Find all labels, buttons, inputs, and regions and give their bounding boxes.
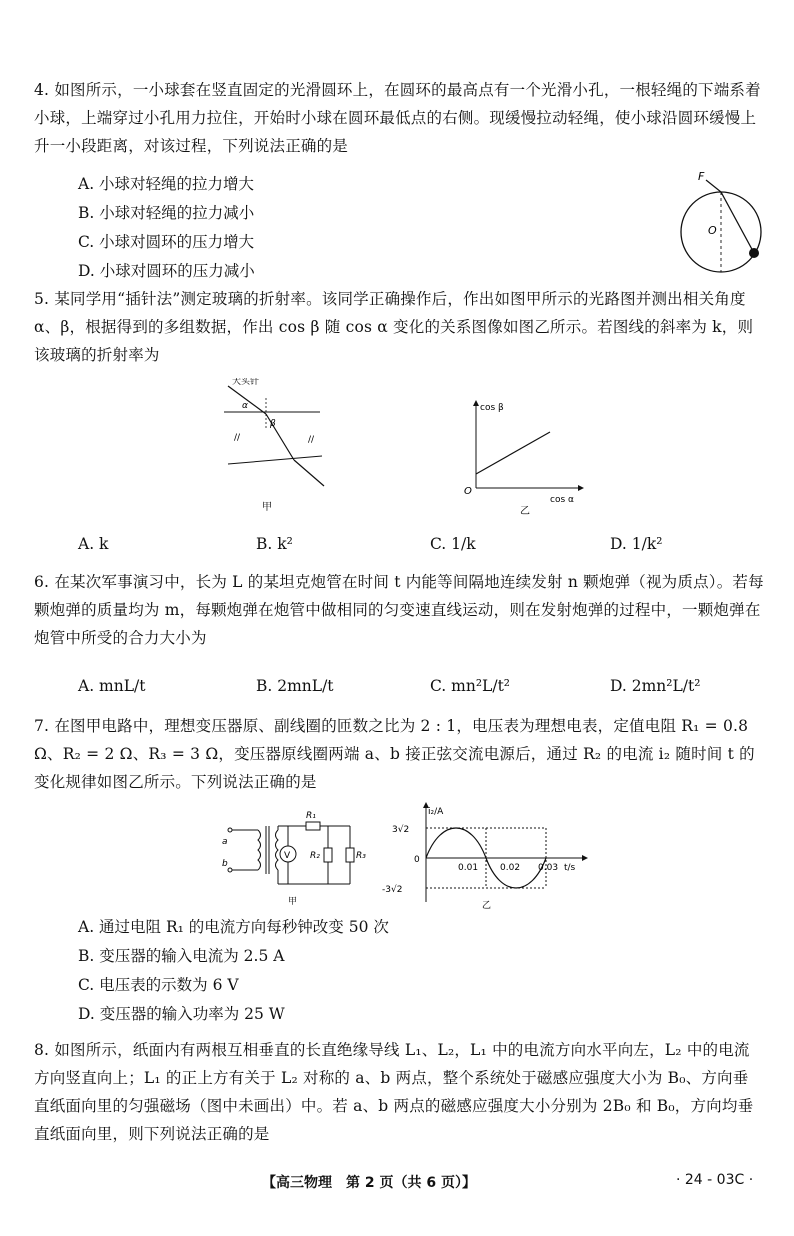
question-5-stem: 5. 某同学用“插针法”测定玻璃的折射率。该同学正确操作后，作出如图甲所示的光路图并测出相关角度 α、β，根据得到的多组数据，作出 cos β 随 cos α 变化的关系图像如图乙所示。若图线的斜率为 k，则该玻璃的折射率为: [34, 290, 754, 364]
q7-fig-tunit: t/s: [564, 863, 576, 873]
q5-option-c: C. 1/k: [430, 535, 476, 553]
q5-fig-origin: O: [464, 486, 472, 497]
q4-option-d: D. 小球对圆环的压力减小: [78, 262, 255, 280]
svg-text://: //: [308, 435, 315, 445]
q7-option-a: A. 通过电阻 R₁ 的电流方向每秒钟改变 50 次: [78, 918, 389, 936]
q6-option-b: B. 2mnL/t: [256, 677, 334, 695]
q6-option-d: D. 2mn²L/t²: [610, 677, 701, 695]
q7-fig-jia-caption: 甲: [288, 897, 298, 907]
q5-fig-yi-caption: 乙: [520, 506, 530, 517]
q7-circuit-figure: [222, 808, 372, 908]
q7-fig-R3: R₃: [356, 851, 366, 861]
q5-figure-yi: [458, 398, 588, 518]
q5-fig-beta: β: [270, 419, 276, 429]
q6-option-c: C. mn²L/t²: [430, 677, 511, 695]
q4-fig-O: O: [708, 224, 717, 237]
q7-fig-R1: R₁: [306, 811, 316, 821]
q4-option-b: B. 小球对轻绳的拉力减小: [78, 204, 255, 222]
q5-figure-jia: [218, 378, 328, 518]
q7-fig-b: b: [222, 859, 228, 869]
question-4-stem: 4. 如图所示，一小球套在竖直固定的光滑圆环上，在圆环的最高点有一个光滑小孔，一根轻绳的下端系着小球，上端穿过小孔用力拉住，开始时小球在圆环最低点的右侧。现缓慢拉动轻绳，使小球沿圆环缓慢上升一小段距离，对该过程，下列说法正确的是: [34, 81, 761, 155]
q5-option-a: A. k: [78, 535, 109, 553]
q7-fig-ylabel: i₂/A: [428, 807, 444, 817]
q4-option-a: A. 小球对轻绳的拉力增大: [78, 175, 255, 193]
q7-option-b: B. 变压器的输入电流为 2.5 A: [78, 947, 285, 965]
q5-fig-ylabel: cos β: [480, 403, 504, 413]
q7-fig-a: a: [222, 837, 228, 847]
footer-page-info: 【高三物理 第 2 页（共 6 页）】: [262, 1175, 476, 1191]
q7-fig-t3: 0.03: [538, 863, 559, 873]
q7-fig-ymax: 3√2: [392, 825, 410, 835]
q7-fig-ymin: -3√2: [382, 885, 403, 895]
svg-text://: //: [234, 433, 241, 443]
q7-fig-R2: R₂: [310, 851, 320, 861]
question-7-stem: 7. 在图甲电路中，理想变压器原、副线圈的匝数之比为 2 : 1，电压表为理想电表，定值电阻 R₁ = 0.8 Ω、R₂ = 2 Ω、R₃ = 3 Ω，变压器原线圈两端 a、b 接正弦交流电源后，通过 R₂ 的电流 i₂ 随时间 t 的变化规律如图乙所示。下列说法正确的是: [34, 717, 755, 791]
q5-option-b: B. k²: [256, 535, 293, 553]
question-8-stem: 8. 如图所示，纸面内有两根互相垂直的长直绝缘导线 L₁、L₂，L₁ 中的电流方向水平向左，L₂ 中的电流方向竖直向上；L₁ 的正上方有关于 L₂ 对称的 a、b 两点，整个系统处于磁感应强度大小为 B₀、方向垂直纸面向里的匀强磁场（图中未画出）中。若 a、b 两点的磁感应强度大小分别为 2B₀ 和 B₀，方向均垂直纸面向里，则下列说法正确的是: [34, 1041, 754, 1143]
q4-fig-F: F: [698, 170, 705, 183]
q6-option-a: A. mnL/t: [78, 677, 146, 695]
q7-fig-t1: 0.01: [458, 863, 479, 873]
q5-fig-jia-caption: 甲: [262, 502, 272, 513]
q7-current-graph: [378, 802, 598, 912]
q5-fig-xlabel: cos α: [550, 495, 574, 505]
q5-fig-alpha: α: [242, 401, 248, 411]
q4-ring-figure: [678, 168, 778, 276]
q7-fig-origin: 0: [414, 855, 420, 865]
q7-option-d: D. 变压器的输入功率为 25 W: [78, 1005, 285, 1023]
q5-option-d: D. 1/k²: [610, 535, 663, 553]
q5-fig-pin-label: 大头针: [232, 378, 260, 387]
q7-option-c: C. 电压表的示数为 6 V: [78, 976, 239, 994]
q4-option-c: C. 小球对圆环的压力增大: [78, 233, 255, 251]
q7-fig-yi-caption: 乙: [482, 901, 492, 911]
q7-fig-V: V: [284, 851, 291, 861]
q7-fig-t2: 0.02: [500, 863, 521, 873]
footer-code: · 24 - 03C ·: [676, 1172, 754, 1188]
question-6-stem: 6. 在某次军事演习中，长为 L 的某坦克炮管在时间 t 内能等间隔地连续发射 n 颗炮弹（视为质点）。若每颗炮弹的质量均为 m，每颗炮弹在炮管中做相同的匀变速直线运动，则在发射炮弹的过程中，一颗炮弹在炮管中所受的合力大小为: [34, 573, 764, 647]
